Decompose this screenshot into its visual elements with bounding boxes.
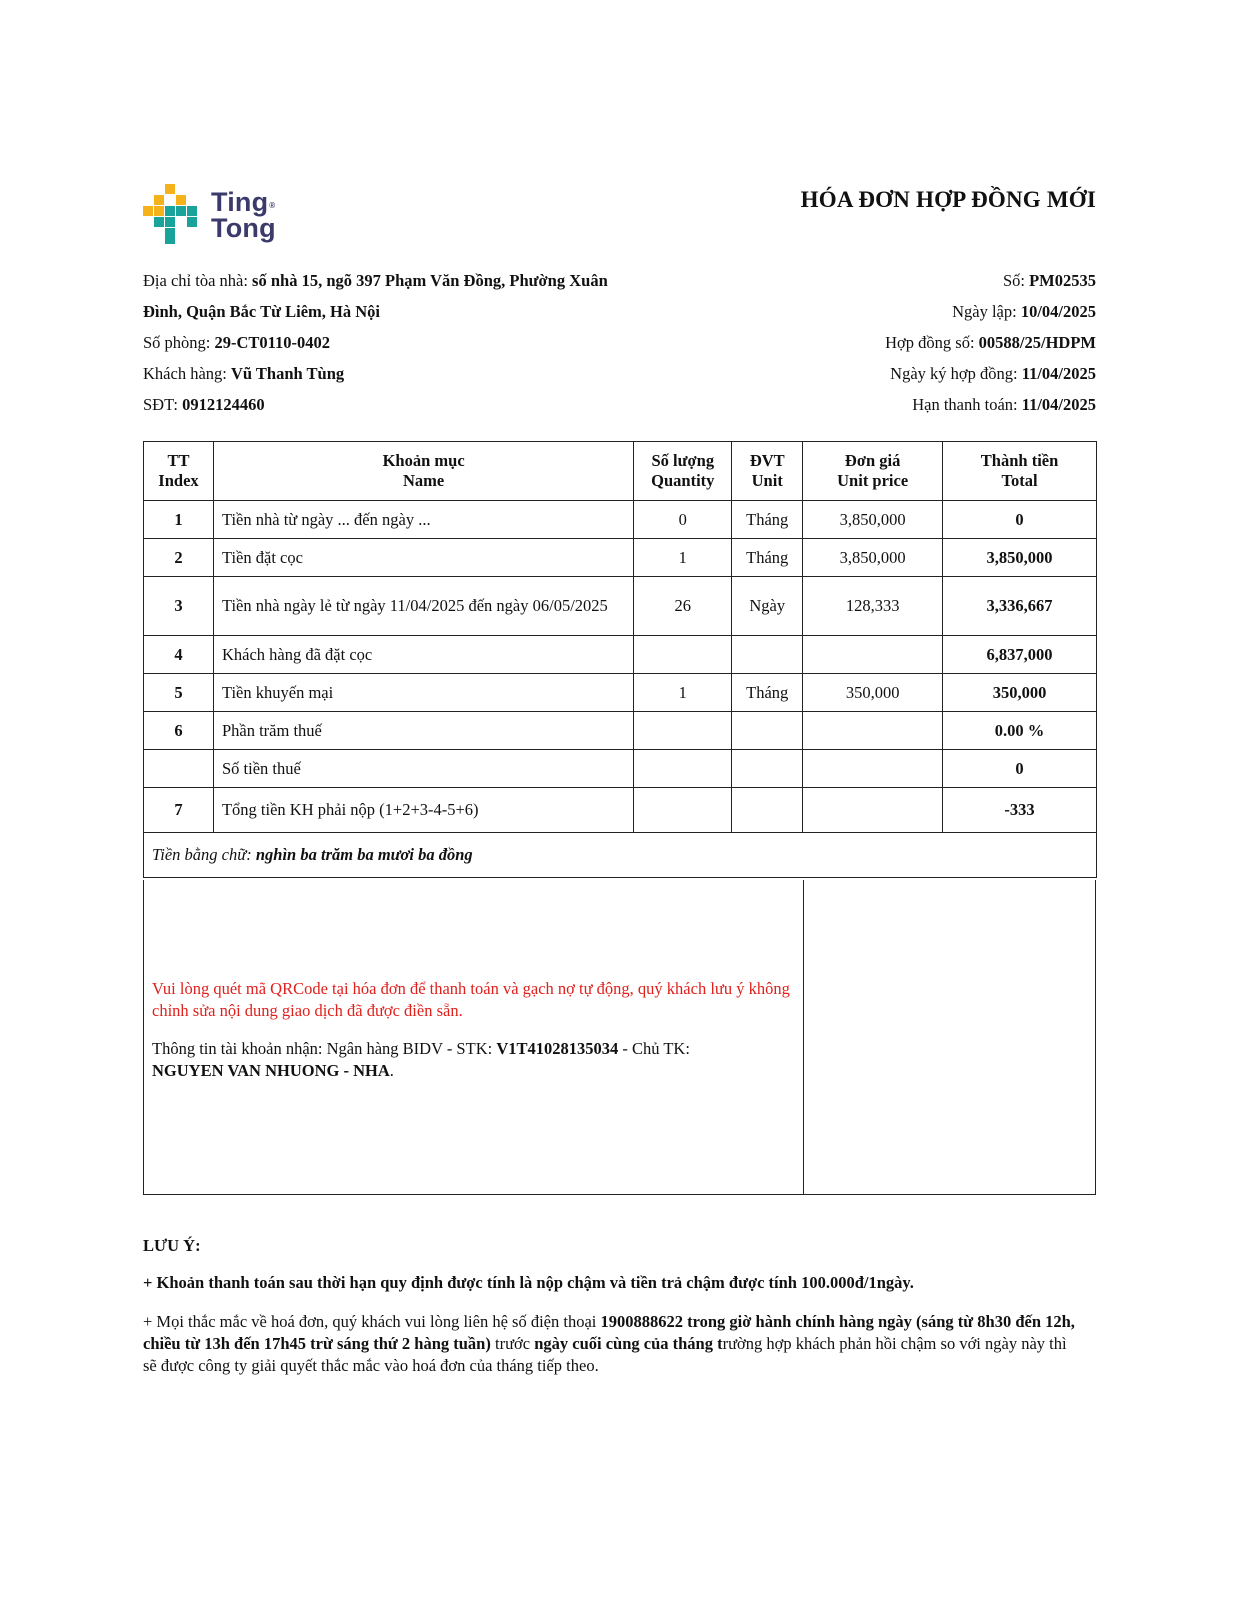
phone-row xyxy=(143,392,663,423)
address-value-1: số nhà 15, ngõ 397 Phạm Văn Đồng, Phường Xuân xyxy=(252,271,608,290)
number-value: PM02535 xyxy=(1029,271,1096,290)
customer-label: Khách hàng: xyxy=(143,364,231,383)
logo-line2: Tong xyxy=(211,213,276,243)
row-unit xyxy=(732,636,803,674)
row-name: Tổng tiền KH phải nộp (1+2+3-4-5+6) xyxy=(213,788,633,833)
row-total: 3,850,000 xyxy=(943,539,1097,577)
row-total: 3,336,667 xyxy=(943,577,1097,636)
notes-heading: LƯU Ý: xyxy=(143,1236,201,1255)
note-contact-deadline: ngày cuối cùng của tháng t xyxy=(534,1334,723,1353)
date-row xyxy=(885,299,1096,330)
row-index: 5 xyxy=(144,674,214,712)
row-name: Tiền nhà từ ngày ... đến ngày ... xyxy=(213,501,633,539)
row-quantity xyxy=(634,750,732,788)
row-index: 7 xyxy=(144,788,214,833)
row-name: Khách hàng đã đặt cọc xyxy=(213,636,633,674)
row-price xyxy=(803,788,943,833)
amount-in-words xyxy=(144,833,1097,878)
payment-info-cell xyxy=(144,880,804,1194)
row-total: 0 xyxy=(943,750,1097,788)
row-name: Tiền nhà ngày lẻ từ ngày 11/04/2025 đến ngày 06/05/2025 xyxy=(213,577,633,636)
customer-value: Vũ Thanh Tùng xyxy=(230,364,345,383)
row-unit xyxy=(732,712,803,750)
row-total: 0 xyxy=(943,501,1097,539)
table-row xyxy=(144,636,1097,674)
header-name: Khoản mục Name xyxy=(213,442,633,501)
invoice-info xyxy=(885,268,1096,423)
logo-registered: ® xyxy=(269,201,276,210)
due-date-row xyxy=(885,392,1096,423)
phone-value: 0912124460 xyxy=(182,395,265,414)
bank-account-prefix: Thông tin tài khoản nhận: Ngân hàng BIDV - STK: xyxy=(152,1039,497,1058)
row-unit xyxy=(732,750,803,788)
row-total: 0.00 % xyxy=(943,712,1097,750)
date-value: 10/04/2025 xyxy=(1020,302,1096,321)
note-contact xyxy=(143,1311,1078,1377)
account-period: . xyxy=(389,1061,394,1080)
row-price: 3,850,000 xyxy=(803,539,943,577)
contract-value: 00588/25/HDPM xyxy=(978,333,1096,352)
qr-payment-note: Vui lòng quét mã QRCode tại hóa đơn để thanh toán và gạch nợ tự động, quý khách lưu ý không chỉnh sửa nội dung giao dịch đã được điền sẵn. xyxy=(152,979,790,1020)
number-row xyxy=(885,268,1096,299)
bank-account-info xyxy=(152,1038,792,1082)
row-total: 6,837,000 xyxy=(943,636,1097,674)
row-quantity: 1 xyxy=(634,539,732,577)
header-total: Thành tiền Total xyxy=(943,442,1097,501)
contract-label: Hợp đồng số: xyxy=(885,333,979,352)
customer-info xyxy=(143,268,663,423)
sign-date-value: 11/04/2025 xyxy=(1021,364,1096,383)
row-total: -333 xyxy=(943,788,1097,833)
note-late-payment: + Khoản thanh toán sau thời hạn quy định được tính là nộp chậm và tiền trả chậm được tính 100.000đ/1ngày. xyxy=(143,1273,914,1292)
payment-box xyxy=(143,880,1096,1195)
row-name: Số tiền thuế xyxy=(213,750,633,788)
note-contact-part1: + Mọi thắc mắc về hoá đơn, quý khách vui lòng liên hệ số điện thoại xyxy=(143,1312,601,1331)
row-unit: Tháng xyxy=(732,501,803,539)
row-index: 4 xyxy=(144,636,214,674)
address-row-2 xyxy=(143,299,663,330)
row-price xyxy=(803,750,943,788)
room-value: 29-CT0110-0402 xyxy=(214,333,331,352)
row-price: 350,000 xyxy=(803,674,943,712)
qr-code-area xyxy=(804,880,1095,1194)
row-price xyxy=(803,636,943,674)
table-row xyxy=(144,750,1097,788)
row-unit xyxy=(732,788,803,833)
amount-in-words-row xyxy=(144,833,1097,878)
row-name: Tiền khuyến mại xyxy=(213,674,633,712)
row-name: Tiền đặt cọc xyxy=(213,539,633,577)
number-label: Số: xyxy=(1002,271,1030,290)
due-date-label: Hạn thanh toán: xyxy=(912,395,1022,414)
amount-in-words-value: nghìn ba trăm ba mươi ba đồng xyxy=(255,845,473,864)
row-index: 2 xyxy=(144,539,214,577)
row-price: 3,850,000 xyxy=(803,501,943,539)
logo-line1: Ting xyxy=(211,187,269,217)
address-label: Địa chỉ tòa nhà: xyxy=(143,271,253,290)
row-unit: Tháng xyxy=(732,674,803,712)
row-name: Phần trăm thuế xyxy=(213,712,633,750)
logo-wordmark xyxy=(211,189,276,241)
invoice-table xyxy=(143,441,1097,878)
table-row xyxy=(144,712,1097,750)
table-row xyxy=(144,788,1097,833)
account-holder-label: - Chủ TK: xyxy=(618,1039,690,1058)
bank-account-number: V1T41028135034 xyxy=(496,1039,619,1058)
row-quantity xyxy=(634,788,732,833)
amount-in-words-label: Tiền bằng chữ: xyxy=(152,845,256,864)
customer-row xyxy=(143,361,663,392)
header-quantity: Số lượng Quantity xyxy=(634,442,732,501)
header-index: TT Index xyxy=(144,442,214,501)
table-row xyxy=(144,577,1097,636)
address-value-2: Đình, Quận Bắc Từ Liêm, Hà Nội xyxy=(143,302,380,321)
phone-label: SĐT: xyxy=(143,395,183,414)
row-unit: Ngày xyxy=(732,577,803,636)
company-logo xyxy=(143,184,288,248)
contract-row xyxy=(885,330,1096,361)
address-row xyxy=(143,268,663,299)
date-label: Ngày lập: xyxy=(952,302,1021,321)
row-index: 3 xyxy=(144,577,214,636)
room-row xyxy=(143,330,663,361)
table-header-row xyxy=(144,442,1097,501)
row-quantity: 1 xyxy=(634,674,732,712)
row-unit: Tháng xyxy=(732,539,803,577)
header-unit: ĐVT Unit xyxy=(732,442,803,501)
note-contact-part3: rường hợp khách phản hồi chậm so với ngày này thì sẽ được công ty giải quyết thắc mắc vào hoá đơn của tháng tiếp theo. xyxy=(143,1334,1067,1375)
row-price xyxy=(803,712,943,750)
note-contact-hours: 1900888622 trong giờ hành chính hàng ngày (sáng từ 8h30 đến 12h, chiều từ 13h đến 17h45 trừ sáng thứ 2 hàng tuần) xyxy=(143,1312,1075,1353)
account-holder-name: NGUYEN VAN NHUONG - NHA xyxy=(152,1061,390,1080)
row-index: 1 xyxy=(144,501,214,539)
due-date-value: 11/04/2025 xyxy=(1021,395,1096,414)
room-label: Số phòng: xyxy=(143,333,215,352)
table-row xyxy=(144,674,1097,712)
note-contact-part2: trước xyxy=(490,1334,535,1353)
row-price: 128,333 xyxy=(803,577,943,636)
row-quantity xyxy=(634,712,732,750)
logo-mark-icon xyxy=(143,184,207,246)
table-row xyxy=(144,501,1097,539)
header-unit-price: Đơn giá Unit price xyxy=(803,442,943,501)
sign-date-label: Ngày ký hợp đồng: xyxy=(890,364,1022,383)
row-index: 6 xyxy=(144,712,214,750)
sign-date-row xyxy=(885,361,1096,392)
table-row xyxy=(144,539,1097,577)
row-index xyxy=(144,750,214,788)
invoice-title: HÓA ĐƠN HỢP ĐỒNG MỚI xyxy=(800,187,1096,212)
row-quantity xyxy=(634,636,732,674)
row-quantity: 26 xyxy=(634,577,732,636)
row-total: 350,000 xyxy=(943,674,1097,712)
row-quantity: 0 xyxy=(634,501,732,539)
